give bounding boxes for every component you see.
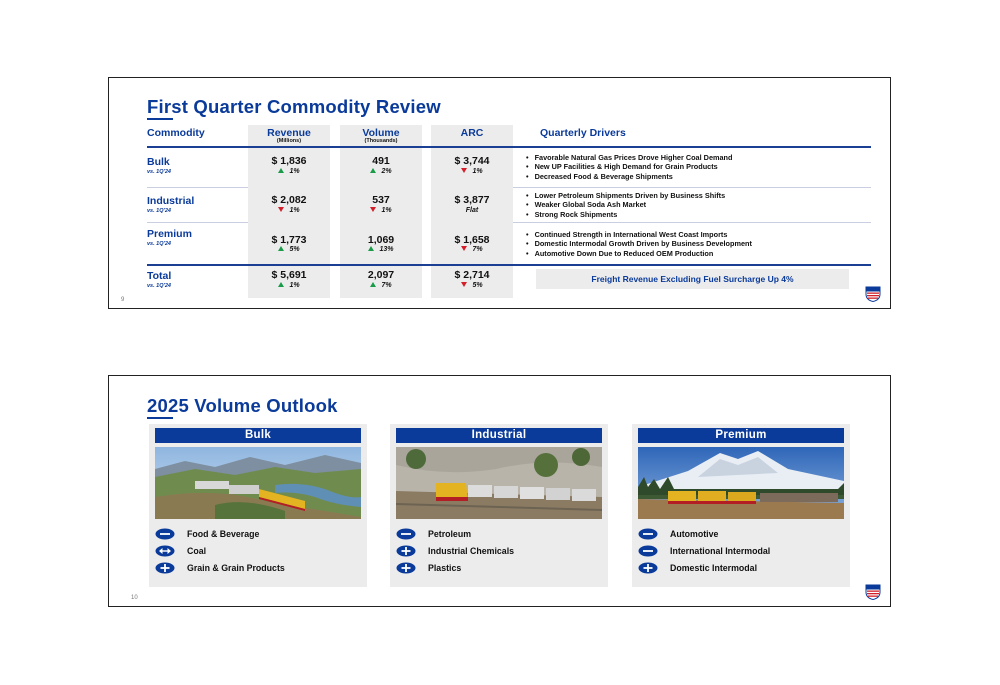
panel-premium: Premium Automotive International Intermodal Domestic Intermodal xyxy=(632,424,850,587)
bulk-volume: 491 xyxy=(372,155,390,167)
up-arrow-icon xyxy=(370,168,376,173)
total-volume: 2,097 xyxy=(367,269,395,281)
total-rule xyxy=(147,264,871,266)
up-arrow-icon xyxy=(278,168,284,173)
panel-header-industrial: Industrial xyxy=(396,428,602,443)
row-vs-premium: vs. 1Q'24 xyxy=(147,241,171,247)
header-rule xyxy=(147,146,871,148)
union-pacific-shield-icon xyxy=(865,286,881,302)
train-snowy-mountain-photo xyxy=(638,447,844,519)
train-river-canyon-photo xyxy=(155,447,361,519)
total-volume-change: 7% xyxy=(340,282,422,289)
row-label-industrial: Industrial xyxy=(147,195,195,207)
page-number: 10 xyxy=(131,595,138,601)
slide-title: 2025 Volume Outlook xyxy=(147,395,338,416)
down-arrow-icon xyxy=(370,207,376,212)
premium-revenue-change: 5% xyxy=(248,246,330,253)
bulk-arc: $ 3,744 xyxy=(454,155,490,167)
plus-circle-icon xyxy=(638,562,658,574)
driver-item: • New UP Facilities & High Demand for Grain Products xyxy=(526,162,732,171)
row-vs-total: vs. 1Q'24 xyxy=(147,283,171,289)
down-arrow-icon xyxy=(461,246,467,251)
total-arc-change: 5% xyxy=(431,282,513,289)
industrial-arc-change: Flat xyxy=(465,207,479,214)
header-volume: Volume xyxy=(362,127,400,139)
driver-item: • Weaker Global Soda Ash Market xyxy=(526,200,725,209)
driver-item: • Domestic Intermodal Growth Driven by Business Development xyxy=(526,239,752,248)
header-arc: ARC xyxy=(460,127,484,139)
row-label-bulk: Bulk xyxy=(147,156,170,168)
slide-commodity-review xyxy=(108,77,891,309)
industrial-revenue: $ 2,082 xyxy=(271,194,307,206)
premium-arc: $ 1,658 xyxy=(454,234,490,246)
driver-item: • Decreased Food & Beverage Shipments xyxy=(526,172,732,181)
down-arrow-icon xyxy=(461,168,467,173)
premium-drivers-list xyxy=(526,230,752,258)
row-label-premium: Premium xyxy=(147,228,192,240)
row-vs-industrial: vs. 1Q'24 xyxy=(147,208,171,214)
panel-header-premium: Premium xyxy=(638,428,844,443)
panel-industrial: Industrial Petroleum Industrial Chemicals Plastics xyxy=(390,424,608,587)
driver-item: • Continued Strength in International West Coast Imports xyxy=(526,230,752,239)
bulk-arc-change: 1% xyxy=(431,168,513,175)
total-arc: $ 2,714 xyxy=(454,269,490,281)
header-quarterly-drivers: Quarterly Drivers xyxy=(540,127,626,139)
slide-title: First Quarter Commodity Review xyxy=(147,96,441,117)
freight-revenue-callout: Freight Revenue Excluding Fuel Surcharge Up 4% xyxy=(536,269,849,289)
industrial-arc: $ 3,877 xyxy=(454,194,490,206)
driver-item: • Automotive Down Due to Reduced OEM Production xyxy=(526,249,752,258)
up-arrow-icon xyxy=(278,246,284,251)
title-underline xyxy=(147,118,173,120)
row-separator xyxy=(513,187,871,188)
row-separator xyxy=(147,187,248,188)
header-revenue-unit: (Millions) xyxy=(276,138,302,144)
row-separator xyxy=(513,222,871,223)
minus-circle-icon xyxy=(638,545,658,557)
row-label-total: Total xyxy=(147,270,172,282)
down-arrow-icon xyxy=(461,282,467,287)
neutral-arrows-icon xyxy=(155,545,175,557)
driver-item: • Lower Petroleum Shipments Driven by Business Shifts xyxy=(526,191,725,200)
title-underline xyxy=(147,417,173,419)
premium-revenue: $ 1,773 xyxy=(271,234,307,246)
industrial-drivers-list xyxy=(526,191,725,219)
premium-volume-change: 13% xyxy=(340,246,422,253)
premium-volume: 1,069 xyxy=(367,234,395,246)
minus-circle-icon xyxy=(638,528,658,540)
row-separator xyxy=(147,222,248,223)
driver-item: • Favorable Natural Gas Prices Drove Higher Coal Demand xyxy=(526,153,732,162)
industrial-revenue-change: 1% xyxy=(248,207,330,214)
total-revenue-change: 1% xyxy=(248,282,330,289)
minus-circle-icon xyxy=(155,528,175,540)
train-hillside-photo xyxy=(396,447,602,519)
bulk-revenue-change: 1% xyxy=(248,168,330,175)
union-pacific-shield-icon xyxy=(865,584,881,600)
plus-circle-icon xyxy=(396,562,416,574)
plus-circle-icon xyxy=(155,562,175,574)
bulk-volume-change: 2% xyxy=(340,168,422,175)
panel-bulk: Bulk Food & Beverage Coal Grain & Grain Products xyxy=(149,424,367,587)
header-commodity: Commodity xyxy=(147,127,205,139)
page-number: 9 xyxy=(121,297,125,303)
up-arrow-icon xyxy=(370,282,376,287)
premium-arc-change: 7% xyxy=(431,246,513,253)
header-revenue: Revenue xyxy=(267,127,311,139)
driver-item: • Strong Rock Shipments xyxy=(526,210,725,219)
up-arrow-icon xyxy=(368,246,374,251)
row-vs-bulk: vs. 1Q'24 xyxy=(147,169,171,175)
panel-header-bulk: Bulk xyxy=(155,428,361,443)
total-revenue: $ 5,691 xyxy=(271,269,307,281)
up-arrow-icon xyxy=(278,282,284,287)
down-arrow-icon xyxy=(278,207,284,212)
slide-volume-outlook xyxy=(108,375,891,607)
minus-circle-icon xyxy=(396,528,416,540)
industrial-volume: 537 xyxy=(372,194,390,206)
industrial-volume-change: 1% xyxy=(340,207,422,214)
plus-circle-icon xyxy=(396,545,416,557)
bulk-drivers-list xyxy=(526,153,732,181)
header-volume-unit: (Thousands) xyxy=(364,138,398,144)
bulk-revenue: $ 1,836 xyxy=(271,155,307,167)
